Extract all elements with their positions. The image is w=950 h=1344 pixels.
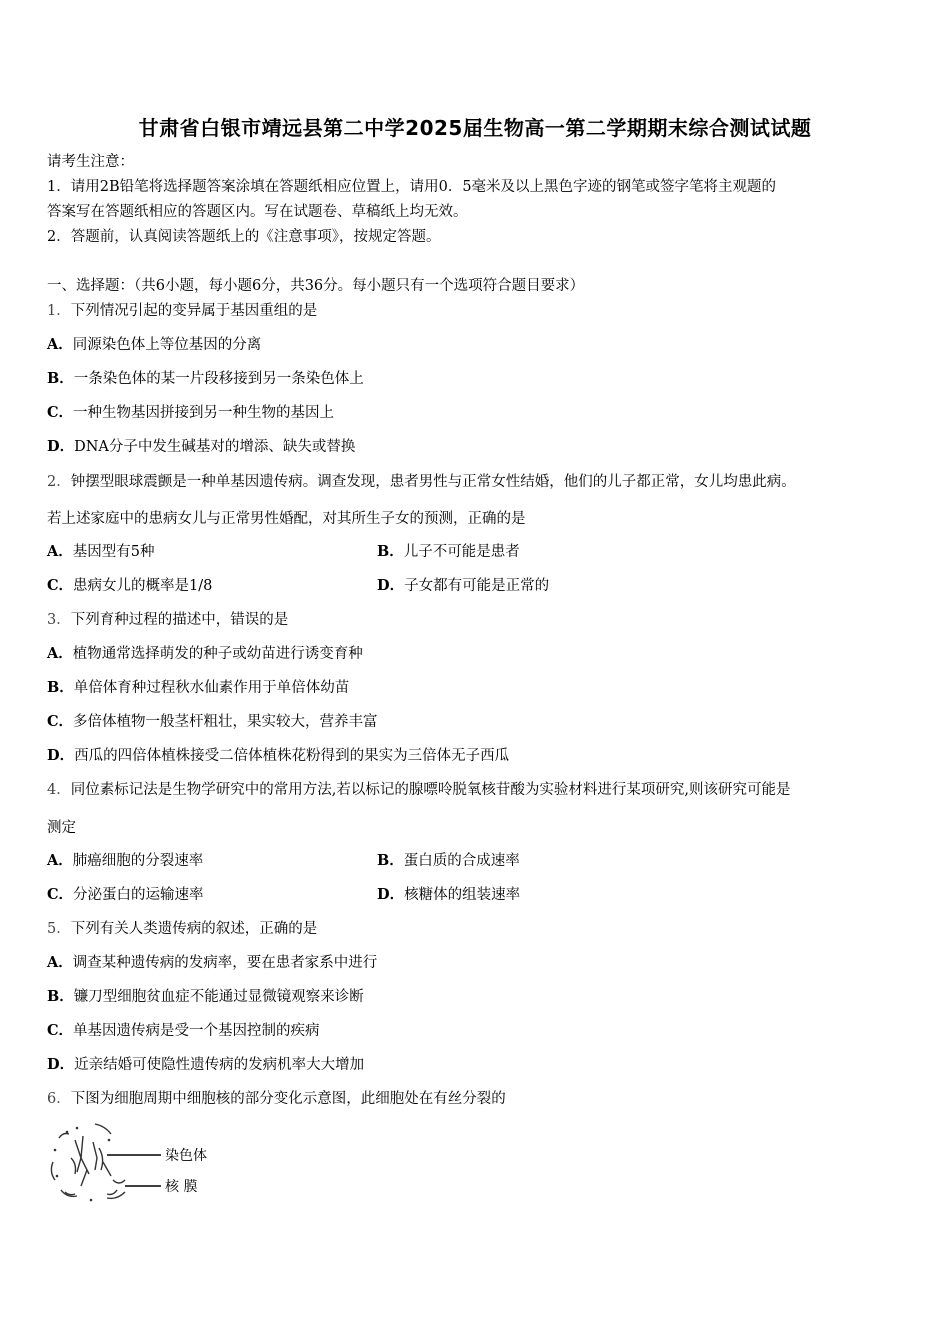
question-stem: 钟摆型眼球震颤是一种单基因遗传病。调查发现，患者男性与正常女性结婚，他们的儿子都正常，女儿均患此病。	[70, 474, 796, 490]
option-text: 一条染色体的某一片段移接到另一条染色体上	[73, 371, 364, 387]
question-number: 1．	[47, 303, 71, 319]
question-stem: 下列有关人类遗传病的叙述，正确的是	[70, 921, 318, 937]
q4-option-b[interactable]	[377, 851, 520, 871]
option-letter: B．	[377, 852, 404, 869]
option-letter: D．	[377, 886, 405, 903]
notice-heading: 请考生注意：	[47, 154, 134, 170]
notice-line-1: 1．请用2B铅笔将选择题答案涂填在答题纸相应位置上，请用0．5毫米及以上黑色字迹的钢笔或签字笔将主观题的	[47, 179, 777, 195]
q4-option-d[interactable]	[377, 885, 520, 905]
option-text: 植物通常选择萌发的种子或幼苗进行诱变育种	[72, 646, 363, 662]
option-letter: A．	[47, 954, 73, 971]
option-text: DNA分子中发生碱基对的增添、缺失或替换	[74, 439, 356, 455]
option-letter: C．	[47, 577, 74, 594]
q3-option-b[interactable]	[47, 678, 349, 698]
option-text: 多倍体植物一般茎杆粗壮，果实较大，营养丰富	[73, 714, 378, 730]
option-letter: A．	[47, 336, 73, 353]
q1-option-c[interactable]	[47, 403, 334, 423]
option-text: 单倍体育种过程秋水仙素作用于单倍体幼苗	[73, 680, 350, 696]
question-1	[47, 301, 317, 321]
question-5	[47, 919, 317, 939]
q2-option-b[interactable]	[377, 542, 520, 562]
option-letter: B．	[47, 679, 74, 696]
notice-line-2: 答案写在答题纸相应的答题区内。写在试题卷、草稿纸上均无效。	[47, 204, 468, 220]
question-number: 2．	[47, 474, 71, 490]
notice-line-3: 2．答题前，认真阅读答题纸上的《注意事项》，按规定答题。	[47, 229, 441, 245]
label-nuclear-membrane: 核 膜	[165, 1179, 198, 1195]
question-2	[47, 472, 796, 492]
option-letter: D．	[47, 1056, 75, 1073]
question-stem: 下列育种过程的描述中，错误的是	[70, 612, 289, 628]
cell-nucleus-diagram	[47, 1118, 217, 1210]
option-text: 一种生物基因拼接到另一种生物的基因上	[73, 405, 335, 421]
q3-option-a[interactable]	[47, 644, 363, 664]
option-letter: B．	[47, 988, 74, 1005]
option-letter: C．	[47, 1022, 74, 1039]
q5-option-c[interactable]	[47, 1021, 320, 1041]
option-text: 近亲结婚可使隐性遗传病的发病机率大大增加	[74, 1057, 365, 1073]
q1-option-d[interactable]	[47, 437, 355, 457]
question-stem: 同位素标记法是生物学研究中的常用方法,若以标记的腺嘌呤脱氧核苷酸为实验材料进行某项研究,则该研究可能是	[70, 782, 791, 798]
option-text: 西瓜的四倍体植株接受二倍体植株花粉得到的果实为三倍体无子西瓜	[74, 748, 510, 764]
option-letter: D．	[47, 747, 75, 764]
option-text: 核糖体的组装速率	[404, 887, 521, 903]
section-heading: 一、选择题：（共6小题，每小题6分，共36分。每小题只有一个选项符合题目要求）	[47, 278, 585, 294]
q4-option-c[interactable]	[47, 885, 204, 905]
q5-option-d[interactable]	[47, 1055, 364, 1075]
question-3	[47, 610, 288, 630]
q1-option-a[interactable]	[47, 335, 261, 355]
option-letter: D．	[47, 438, 75, 455]
option-text: 镰刀型细胞贫血症不能通过显微镜观察来诊断	[73, 989, 364, 1005]
q1-option-b[interactable]	[47, 369, 364, 389]
option-letter: C．	[47, 886, 74, 903]
q5-option-b[interactable]	[47, 987, 364, 1007]
question-stem: 下图为细胞周期中细胞核的部分变化示意图，此细胞处在有丝分裂的	[70, 1091, 506, 1107]
option-letter: A．	[47, 543, 73, 560]
option-letter: A．	[47, 852, 73, 869]
label-chromosome: 染色体	[165, 1148, 207, 1164]
option-text: 单基因遗传病是受一个基因控制的疾病	[73, 1023, 320, 1039]
option-letter: A．	[47, 645, 73, 662]
question-2-continued: 若上述家庭中的患病女儿与正常男性婚配，对其所生子女的预测，正确的是	[47, 511, 526, 527]
option-text: 子女都有可能是正常的	[404, 578, 550, 594]
option-letter: D．	[377, 577, 405, 594]
q4-option-a[interactable]	[47, 851, 203, 871]
question-number: 3．	[47, 612, 71, 628]
q2-option-a[interactable]	[47, 542, 155, 562]
option-text: 蛋白质的合成速率	[403, 853, 520, 869]
option-text: 肺癌细胞的分裂速率	[72, 853, 204, 869]
option-letter: C．	[47, 713, 74, 730]
question-6	[47, 1089, 506, 1109]
q3-option-c[interactable]	[47, 712, 378, 732]
question-number: 5．	[47, 921, 71, 937]
question-number: 6．	[47, 1091, 71, 1107]
option-text: 分泌蛋白的运输速率	[73, 887, 204, 903]
option-letter: B．	[377, 543, 404, 560]
q2-option-c[interactable]	[47, 576, 212, 596]
q5-option-a[interactable]	[47, 953, 377, 973]
q2-option-d[interactable]	[377, 576, 549, 596]
option-text: 儿子不可能是患者	[403, 544, 520, 560]
option-text: 基因型有5种	[72, 544, 155, 560]
page-title: 甘肃省白银市靖远县第二中学2025届生物高一第二学期期末综合测试试题	[138, 116, 812, 140]
option-text: 同源染色体上等位基因的分离	[72, 337, 262, 353]
question-4-continued: 测定	[47, 820, 76, 836]
question-4	[47, 780, 790, 800]
option-text: 患病女儿的概率是1/8	[73, 578, 213, 594]
question-number: 4．	[47, 782, 71, 798]
question-stem: 下列情况引起的变异属于基因重组的是	[70, 303, 318, 319]
option-letter: C．	[47, 404, 74, 421]
q3-option-d[interactable]	[47, 746, 509, 766]
option-letter: B．	[47, 370, 74, 387]
option-text: 调查某种遗传病的发病率，要在患者家系中进行	[72, 955, 378, 971]
